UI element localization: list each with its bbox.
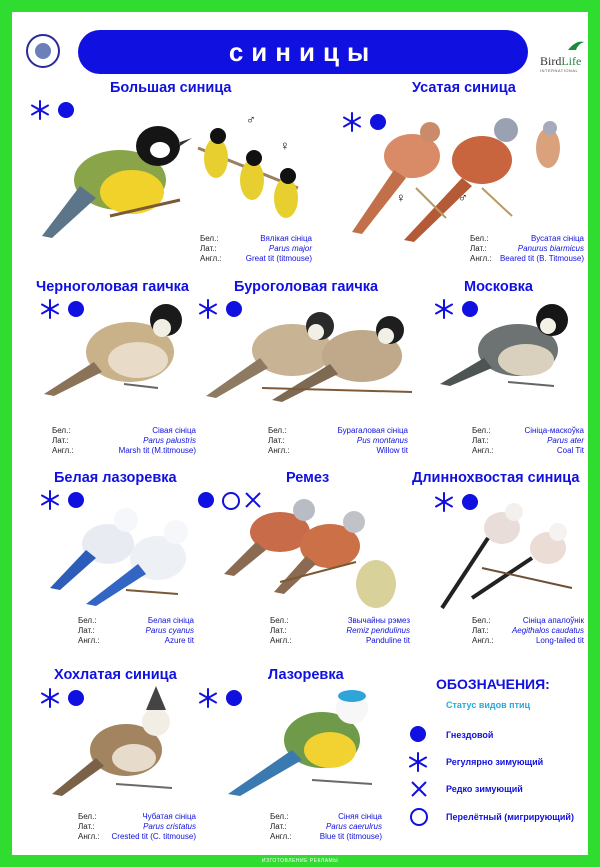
legend-item-label: Гнездовой <box>446 730 494 740</box>
male-symbol: ♂ <box>458 190 468 205</box>
bel-name: Сініца-маскоўка <box>524 426 584 435</box>
lat-label: Лат.: <box>78 822 95 831</box>
species-title: Московка <box>464 279 533 295</box>
species-title: Ремез <box>286 470 330 486</box>
legend-title: ОБОЗНАЧЕНИЯ: <box>436 676 550 692</box>
female-symbol: ♀ <box>396 190 406 205</box>
bel-name: Сіняя сініца <box>338 812 382 821</box>
logo-subtitle: INTERNATIONAL <box>540 68 579 73</box>
crested-tit-illustration <box>46 684 196 804</box>
eng-name: Beared tit (B. Titmouse) <box>499 254 584 263</box>
cross-icon <box>410 780 428 798</box>
species-names <box>78 812 196 842</box>
eng-name: Panduline tit <box>365 636 410 645</box>
great-tit-group-illustration <box>188 108 318 238</box>
legend-subtitle: Статус видов птиц <box>446 700 531 710</box>
lat-label: Лат.: <box>472 626 489 635</box>
logo-text-a: Bird <box>540 54 562 68</box>
lat-label: Лат.: <box>52 436 69 445</box>
lat-name: Pus montanus <box>356 436 408 445</box>
eng-label: Англ.: <box>52 446 74 455</box>
bel-name: Сівая сініца <box>152 426 196 435</box>
azure-tit-illustration <box>46 494 206 614</box>
eng-label: Англ.: <box>472 446 494 455</box>
bel-label: Бел.: <box>52 426 71 435</box>
species-names <box>472 426 584 456</box>
species-title: Буроголовая гаичка <box>234 279 379 295</box>
great-tit-illustration <box>40 108 210 248</box>
bel-label: Бел.: <box>472 616 491 625</box>
bel-label: Бел.: <box>268 426 287 435</box>
lat-name: Panurus biarmicus <box>517 244 584 253</box>
species-title: Белая лазоревка <box>54 470 177 486</box>
eng-name: Coal Tit <box>556 446 584 455</box>
species-title: Длиннохвостая синица <box>412 470 580 486</box>
lat-name: Parus cristatus <box>143 822 196 831</box>
blue-tit-illustration <box>222 684 392 804</box>
bel-name: Вусатая сініца <box>530 234 584 243</box>
species-names <box>52 426 196 456</box>
species-names <box>470 234 584 264</box>
bird-logo-icon <box>566 38 586 54</box>
lat-name: Parus ater <box>547 436 584 445</box>
legend-item-label: Регулярно зимующий <box>446 757 544 767</box>
lat-label: Лат.: <box>78 626 95 635</box>
eng-label: Англ.: <box>268 446 290 455</box>
bel-name: Белая сініца <box>147 616 194 625</box>
eng-label: Англ.: <box>270 636 292 645</box>
willow-tit-illustration <box>202 304 432 404</box>
lat-label: Лат.: <box>270 626 287 635</box>
page-title: синицы <box>78 30 528 74</box>
open-circle-icon <box>410 808 428 826</box>
footer-text: ИЗГОТОВЛЕНИЕ РЕКЛАМЫ <box>261 858 339 864</box>
bel-name: Сініца апалоўнік <box>522 616 584 625</box>
eng-name: Azure tit <box>164 636 194 645</box>
bel-label: Бел.: <box>200 234 219 243</box>
species-names <box>268 426 408 456</box>
bel-name: Чубатая сініца <box>142 812 196 821</box>
eng-label: Англ.: <box>470 254 492 263</box>
lat-name: Aegithalos caudatus <box>511 626 584 635</box>
lat-label: Лат.: <box>472 436 489 445</box>
eng-name: Crested tit (C. titmouse) <box>111 832 196 841</box>
species-title: Большая синица <box>110 80 232 96</box>
species-title: Черноголовая гаичка <box>36 279 189 295</box>
lat-name: Parus caerulrus <box>325 822 382 831</box>
bel-label: Бел.: <box>470 234 489 243</box>
species-names <box>472 616 584 646</box>
breeding-icon <box>198 492 214 508</box>
bel-label: Бел.: <box>270 812 289 821</box>
species-title: Хохлатая синица <box>54 667 177 683</box>
species-names <box>200 234 312 264</box>
male-symbol: ♂ <box>246 112 256 127</box>
snowflake-icon <box>198 688 218 708</box>
long-tailed-tit-illustration <box>432 498 592 618</box>
snowflake-icon <box>408 752 428 772</box>
species-title: Лазоревка <box>268 667 344 683</box>
eng-label: Англ.: <box>472 636 494 645</box>
eng-name: Long-tailed tit <box>535 636 584 645</box>
lat-label: Лат.: <box>270 822 287 831</box>
species-names <box>270 616 410 646</box>
lat-name: Parus palustris <box>143 436 196 445</box>
legend-item-label: Редко зимующий <box>446 784 523 794</box>
lat-name: Remiz pendulinus <box>346 626 410 635</box>
bel-name: Бурагаловая сініца <box>337 426 408 435</box>
bel-label: Бел.: <box>78 616 97 625</box>
lat-label: Лат.: <box>470 244 487 253</box>
bearded-tit-illustration <box>342 108 582 248</box>
bel-label: Бел.: <box>472 426 491 435</box>
org-logo <box>26 34 60 68</box>
lat-label: Лат.: <box>268 436 285 445</box>
lat-label: Лат.: <box>200 244 217 253</box>
penduline-tit-illustration <box>220 492 410 612</box>
eng-name: Great tit (titmouse) <box>245 254 312 263</box>
eng-label: Англ.: <box>270 832 292 841</box>
globe-icon <box>35 43 51 59</box>
bel-name: Звычайны рэмез <box>347 616 410 625</box>
eng-name: Willow tit <box>376 446 408 455</box>
filled-circle-icon <box>410 726 426 742</box>
bel-label: Бел.: <box>270 616 289 625</box>
female-symbol: ♀ <box>280 138 290 153</box>
birdlife-logo <box>536 38 596 74</box>
eng-label: Англ.: <box>200 254 222 263</box>
eng-label: Англ.: <box>78 832 100 841</box>
lat-name: Parus major <box>268 244 312 253</box>
species-names <box>270 812 382 842</box>
bel-label: Бел.: <box>78 812 97 821</box>
eng-name: Marsh tit (M.titmouse) <box>118 446 196 455</box>
species-names <box>78 616 194 646</box>
marsh-tit-illustration <box>38 298 198 408</box>
bel-name: Вялікая сініца <box>260 234 312 243</box>
eng-label: Англ.: <box>78 636 100 645</box>
eng-name: Blue tit (titmouse) <box>319 832 382 841</box>
legend-item-label: Перелётный (мигрирующий) <box>446 812 574 822</box>
coal-tit-illustration <box>438 298 588 398</box>
lat-name: Parus cyanus <box>145 626 194 635</box>
species-title: Усатая синица <box>412 80 516 96</box>
logo-text-b: Life <box>561 54 582 68</box>
